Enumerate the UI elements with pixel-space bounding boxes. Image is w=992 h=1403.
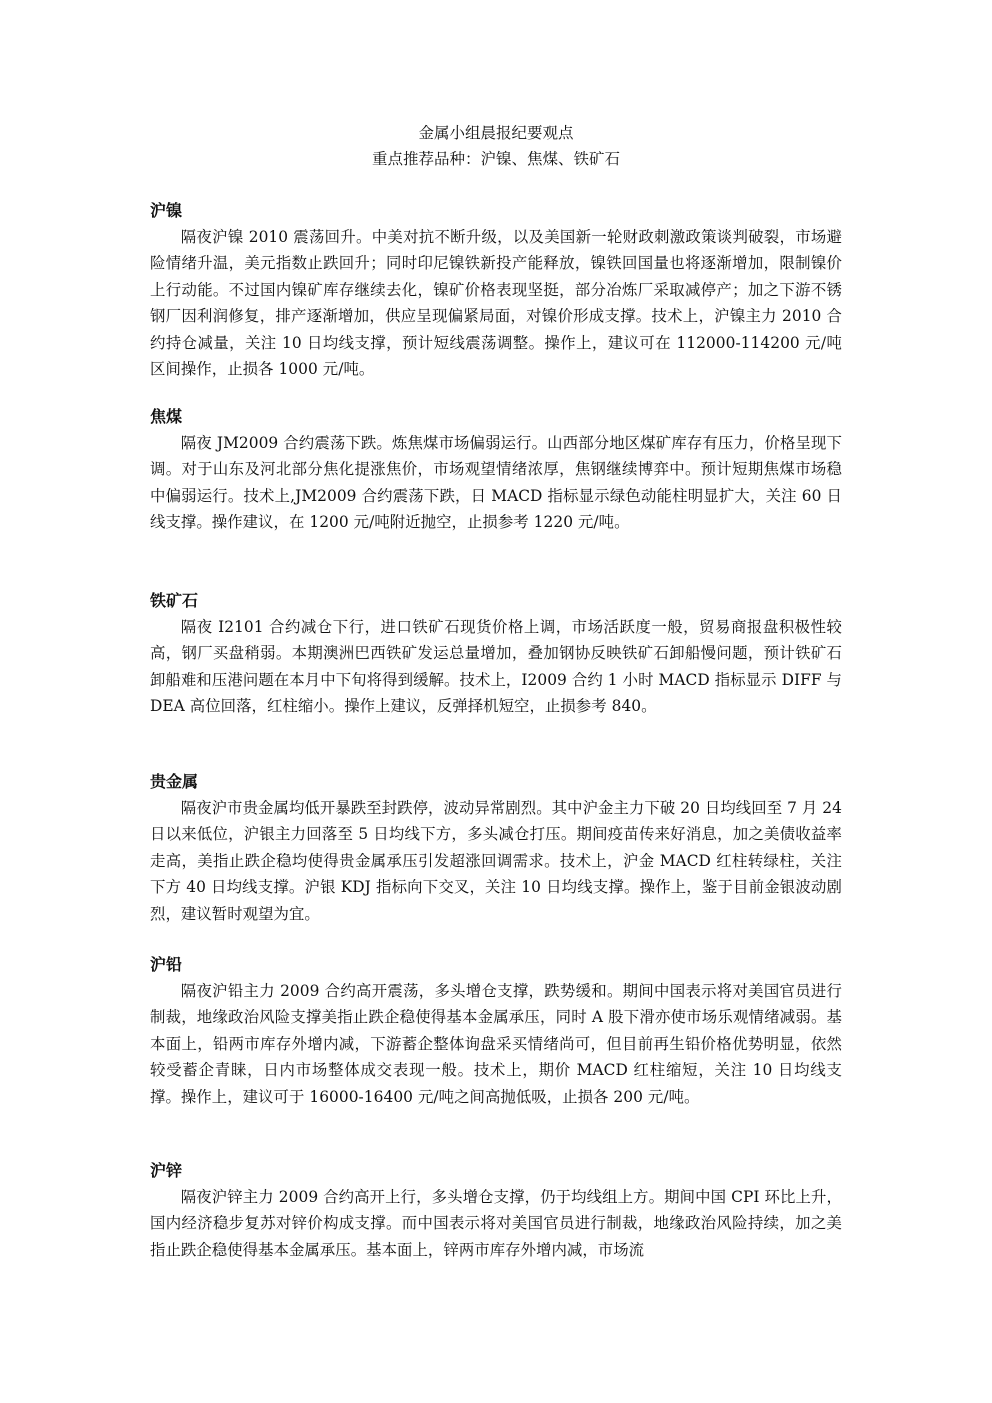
section-iron-ore [150, 588, 842, 720]
section-precious-metals [150, 769, 842, 927]
section-nickel [150, 198, 842, 382]
section-body: 隔夜 JM2009 合约震荡下跌。炼焦煤市场偏弱运行。山西部分地区煤矿库存有压力，价格呈现下调。对于山东及河北部分焦化提涨焦价，市场观望情绪浓厚，焦钢继续博弈中。预计短期焦煤市场稳中偏弱运行。技术上,JM2009 合约震荡下跌，日 MACD 指标显示绿色动能柱明显扩大，关注 60 日线支撑。操作建议，在 1200 元/吨附近抛空，止损参考 1220 元/吨。 [150, 434, 842, 532]
section-title: 沪铅 [150, 955, 183, 974]
section-title: 铁矿石 [150, 591, 199, 610]
section-title: 贵金属 [150, 772, 199, 791]
document-header [150, 120, 842, 172]
document-subtitle: 重点推荐品种：沪镍、焦煤、铁矿石 [371, 150, 620, 168]
section-body: 隔夜 I2101 合约减仓下行，进口铁矿石现货价格上调，市场活跃度一般，贸易商报盘积极性较高，钢厂买盘稍弱。本期澳洲巴西铁矿发运总量增加，叠加钢协反映铁矿石卸船慢问题，预计铁矿石卸船难和压港问题在本月中下旬将得到缓解。技术上，I2009 合约 1 小时 MACD 指标显示 DIFF 与 DEA 高位回落，红柱缩小。操作上建议，反弹择机短空，止损参考 840。 [150, 618, 842, 716]
section-title: 焦煤 [150, 407, 183, 426]
section-body: 隔夜沪铅主力 2009 合约高开震荡，多头增仓支撑，跌势缓和。期间中国表示将对美国官员进行制裁，地缘政治风险支撑美指止跌企稳使得基本金属承压，同时 A 股下滑亦使市场乐观情绪减弱。基本面上，铅两市库存外增内减，下游蓄企整体询盘采买情绪尚可，但目前再生铅价格优势明显，依然较受蓄企青睐，日内市场整体成交表现一般。技术上，期价 MACD 红柱缩短，关注 10 日均线支撑。操作上，建议可于 16000-16400 元/吨之间高抛低吸，止损各 200 元/吨。 [150, 982, 842, 1106]
section-body: 隔夜沪锌主力 2009 合约高开上行，多头增仓支撑，仍于均线组上方。期间中国 CPI 环比上升，国内经济稳步复苏对锌价构成支撑。而中国表示将对美国官员进行制裁，地缘政治风险持续，加之美指止跌企稳使得基本金属承压。基本面上，锌两市库存外增内减，市场流 [150, 1188, 842, 1259]
section-title: 沪镍 [150, 201, 183, 220]
section-body: 隔夜沪镍 2010 震荡回升。中美对抗不断升级，以及美国新一轮财政刺激政策谈判破裂，市场避险情绪升温，美元指数止跌回升；同时印尼镍铁新投产能释放，镍铁回国量也将逐渐增加，限制镍价上行动能。不过国内镍矿库存继续去化，镍矿价格表现坚挺，部分冶炼厂采取减停产；加之下游不锈钢厂因利润修复，排产逐渐增加，供应呈现偏紧局面，对镍价形成支撑。技术上，沪镍主力 2010 合约持仓减量，关注 10 日均线支撑，预计短线震荡调整。操作上，建议可在 112000-114200 元/吨区间操作，止损各 1000 元/吨。 [150, 228, 842, 379]
section-zinc [150, 1158, 842, 1263]
section-coking-coal [150, 404, 842, 536]
section-lead [150, 952, 842, 1110]
section-body: 隔夜沪市贵金属均低开暴跌至封跌停，波动异常剧烈。其中沪金主力下破 20 日均线回至 7 月 24 日以来低位，沪银主力回落至 5 日均线下方，多头减仓打压。期间疫苗传来好消息，加之美债收益率走高，美指止跌企稳均使得贵金属承压引发超涨回调需求。技术上，沪金 MACD 红柱转绿柱，关注下方 40 日均线支撑。沪银 KDJ 指标向下交叉，关注 10 日均线支撑。操作上，鉴于目前金银波动剧烈，建议暂时观望为宜。 [150, 799, 842, 923]
document-title: 金属小组晨报纪要观点 [418, 124, 574, 142]
section-title: 沪锌 [150, 1161, 183, 1180]
